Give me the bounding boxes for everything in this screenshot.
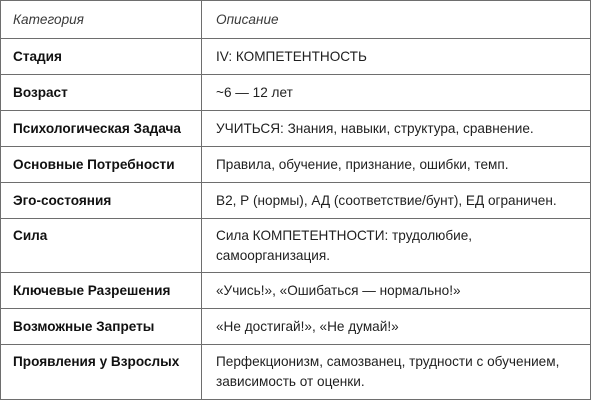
table-row [1,309,590,345]
table-row [1,111,590,147]
row-value: УЧИТЬСЯ: Знания, навыки, структура, сравнение. [216,121,534,136]
row-key: Стадия [1,39,202,74]
row-value: «Учись!», «Ошибаться — нормально!» [216,283,461,298]
row-value: Правила, обучение, признание, ошибки, темп. [216,157,509,172]
row-value: Сила КОМПЕТЕНТНОСТИ: трудолюбие, самоорганизация. [216,228,473,263]
table-row [1,147,590,183]
table-row [1,219,590,273]
row-key: Возраст [1,75,202,110]
table-row [1,183,590,219]
table-row [1,75,590,111]
row-key: Ключевые Разрешения [1,273,202,308]
row-value: «Не достигай!», «Не думай!» [216,319,399,334]
table-row [1,39,590,75]
row-key: Проявления у Взрослых [1,345,202,399]
header-description: Описание [216,12,279,27]
row-key: Психологическая Задача [1,111,202,146]
row-value: IV: КОМПЕТЕНТНОСТЬ [216,49,367,64]
row-key: Сила [1,219,202,272]
row-value: ~6 — 12 лет [216,85,293,100]
header-category: Категория [1,1,202,38]
row-key: Возможные Запреты [1,309,202,344]
row-value: В2, Р (нормы), АД (соответствие/бунт), ЕД ограничен. [216,193,557,208]
row-key: Эго-состояния [1,183,202,218]
row-value: Перфекционизм, самозванец, трудности с обучением, зависимость от оценки. [216,354,560,389]
row-key: Основные Потребности [1,147,202,182]
table-header-row [1,1,590,39]
table-row [1,345,590,399]
table-row [1,273,590,309]
